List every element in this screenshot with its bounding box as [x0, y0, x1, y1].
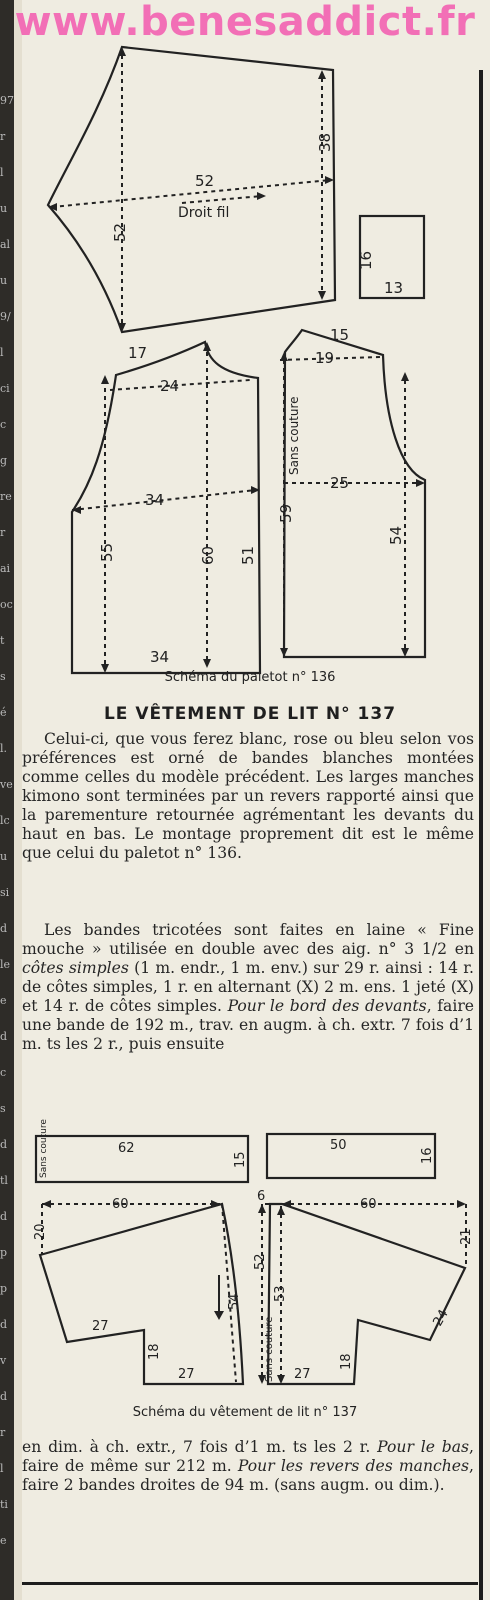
fragment-text: e — [0, 1534, 7, 1547]
fragment-text: u — [0, 850, 8, 863]
back-bottom-label: 34 — [150, 648, 170, 666]
fragment-text: c — [0, 1066, 7, 1079]
front-slope-label: 24 — [430, 1307, 452, 1329]
fragment-text: g — [0, 454, 8, 467]
sleeve-side-label: 38 — [316, 132, 334, 152]
p2-italic-2: Pour le bord des devants — [227, 997, 427, 1015]
back-shoulder-label: 17 — [128, 344, 148, 362]
front-top-label: 60 — [360, 1197, 377, 1212]
fragment-text: p — [0, 1282, 8, 1295]
front-right-label: 21 — [459, 1228, 474, 1245]
fragment-text: ci — [0, 382, 10, 395]
fragment-text: l — [0, 166, 4, 179]
fragment-text: l — [0, 1462, 4, 1475]
fragment-text: r — [0, 1426, 6, 1439]
fragment-text: u — [0, 274, 8, 287]
back-chest-label: 34 — [145, 491, 165, 509]
front-left-label: 59 — [277, 503, 295, 523]
fragment-text: d — [0, 1138, 8, 1151]
fragment-text: al — [0, 238, 11, 251]
fragment-text: ve — [0, 778, 13, 791]
paletot-136-diagram — [0, 0, 490, 700]
vetement-137-diagram — [0, 1120, 490, 1400]
back-left-top-label: 20 — [33, 1223, 48, 1240]
fragment-text: 9/ — [0, 310, 11, 323]
fragment-text: l. — [0, 742, 8, 755]
p3-text-1: en dim. à ch. extr., 7 fois d’1 m. ts les 2 r. — [22, 1438, 378, 1456]
bottom-rule — [22, 1582, 478, 1585]
back-bottom-label: 27 — [178, 1367, 195, 1382]
fragment-text: r — [0, 130, 6, 143]
front-chest-label: 25 — [330, 474, 350, 492]
back-sleeve-bottom-label: 27 — [92, 1319, 109, 1334]
fragment-text: r — [0, 526, 6, 539]
fragment-text: tl — [0, 1174, 8, 1187]
sleeve-width-label: 52 — [195, 172, 215, 190]
small-piece-width: 13 — [384, 279, 404, 297]
fragment-text: d — [0, 1318, 8, 1331]
sleeve-height-label: 52 — [111, 222, 129, 242]
p2-italic-1: côtes simples — [22, 959, 129, 977]
fragment-text: c — [0, 418, 7, 431]
front-fold-label: Sans couture — [287, 396, 301, 475]
fragment-text: v — [0, 1354, 7, 1367]
fragment-text: d — [0, 1390, 8, 1403]
back-neck-label: 24 — [160, 377, 180, 395]
band-left-height: 15 — [233, 1151, 248, 1168]
sleeve-piece — [48, 47, 335, 332]
front-side-label: 18 — [339, 1353, 354, 1370]
back-side-label: 18 — [147, 1343, 162, 1360]
fragment-text: 97 — [0, 94, 14, 107]
back-right-label: 51 — [239, 545, 257, 565]
fragment-text: d — [0, 1030, 8, 1043]
p2-text-2: (1 m. endr., 1 m. env.) sur 29 r. ainsi : 14 r. de côtes simples, 1 r. en alternant (X) 2 m. ens. 1 jeté (X) et 14 r. de côtes simples. — [22, 959, 474, 1015]
fragment-text: s — [0, 1102, 6, 1115]
grain-label: Droit fil — [178, 205, 230, 221]
front-inner-label: 53 — [273, 1285, 288, 1302]
back-left-label: 55 — [98, 542, 116, 562]
diagram2-caption: Schéma du vêtement de lit n° 137 — [132, 1405, 358, 1420]
section-heading: LE VÊTEMENT DE LIT N° 137 — [103, 704, 397, 724]
fragment-text: lc — [0, 814, 10, 827]
paragraph-1 — [22, 730, 474, 863]
front-center-label: 52 — [253, 1253, 268, 1270]
fragment-text: ai — [0, 562, 11, 575]
p2-text-1: Les bandes tricotées sont faites en laine « Fine mouche » utilisée en double avec des aig. n° 3 1/2 en — [22, 921, 474, 958]
fragment-text: ti — [0, 1498, 8, 1511]
p3-text-3: , faire 2 bandes droites de 94 m. (sans augm. ou dim.). — [22, 1457, 474, 1494]
fragment-text: si — [0, 886, 10, 899]
band-left-width: 62 — [118, 1141, 135, 1156]
band-right-width: 50 — [330, 1138, 347, 1153]
fragment-text: l — [0, 346, 4, 359]
paragraph-3 — [22, 1438, 474, 1495]
band-right-height: 16 — [420, 1147, 435, 1164]
back-center-label: 60 — [199, 545, 217, 565]
front-neck-label: 19 — [315, 349, 335, 367]
fragment-text: d — [0, 1210, 8, 1223]
fragment-text: t — [0, 634, 5, 647]
band-left-label: Sans couture — [39, 1119, 49, 1178]
back-top-label: 60 — [112, 1197, 129, 1212]
p2-text-3: , faire une bande de 192 m., trav. en augm. à ch. extr. 7 fois d’1 m. ts les 2 r., puis ensuite — [22, 997, 475, 1053]
front-center-label: 54 — [387, 525, 405, 545]
fragment-text: s — [0, 670, 6, 683]
fragment-text: u — [0, 202, 8, 215]
front-bottom-label: 27 — [294, 1367, 311, 1382]
paragraph-2 — [22, 921, 474, 1054]
small-piece-height: 16 — [357, 250, 375, 270]
front-shoulder-label: 15 — [330, 326, 350, 344]
p3-italic-1: Pour le bas — [377, 1438, 470, 1456]
fragment-text: e — [0, 994, 7, 1007]
paragraph-1-text: Celui-ci, que vous ferez blanc, rose ou bleu selon vos préférences est orné de bandes blanches montées comme celles du modèle précédent. Les larges manches kimono sont terminées par un revers rapporté ainsi que la parementure retournée agrémentant les devants du haut en bas. Le montage proprement dit est le même que celui du paletot n° 136. — [22, 730, 474, 862]
fragment-text: oc — [0, 598, 13, 611]
fragment-text: é — [0, 706, 7, 719]
front-fold-label: Sans couture — [264, 1316, 275, 1382]
fragment-text: d — [0, 922, 8, 935]
p3-italic-2: Pour les revers des manches — [237, 1457, 470, 1475]
fragment-text: re — [0, 490, 12, 503]
fragment-text: le — [0, 958, 11, 971]
p3-text-2: , faire de même sur 212 m. — [22, 1438, 474, 1475]
back-center-label: 54 — [227, 1293, 242, 1310]
watermark: www.benesaddict.fr — [14, 0, 476, 45]
diagram1-caption: Schéma du paletot n° 136 — [164, 670, 336, 685]
fragment-text: p — [0, 1246, 8, 1259]
front-neck-label: 6 — [257, 1189, 266, 1204]
